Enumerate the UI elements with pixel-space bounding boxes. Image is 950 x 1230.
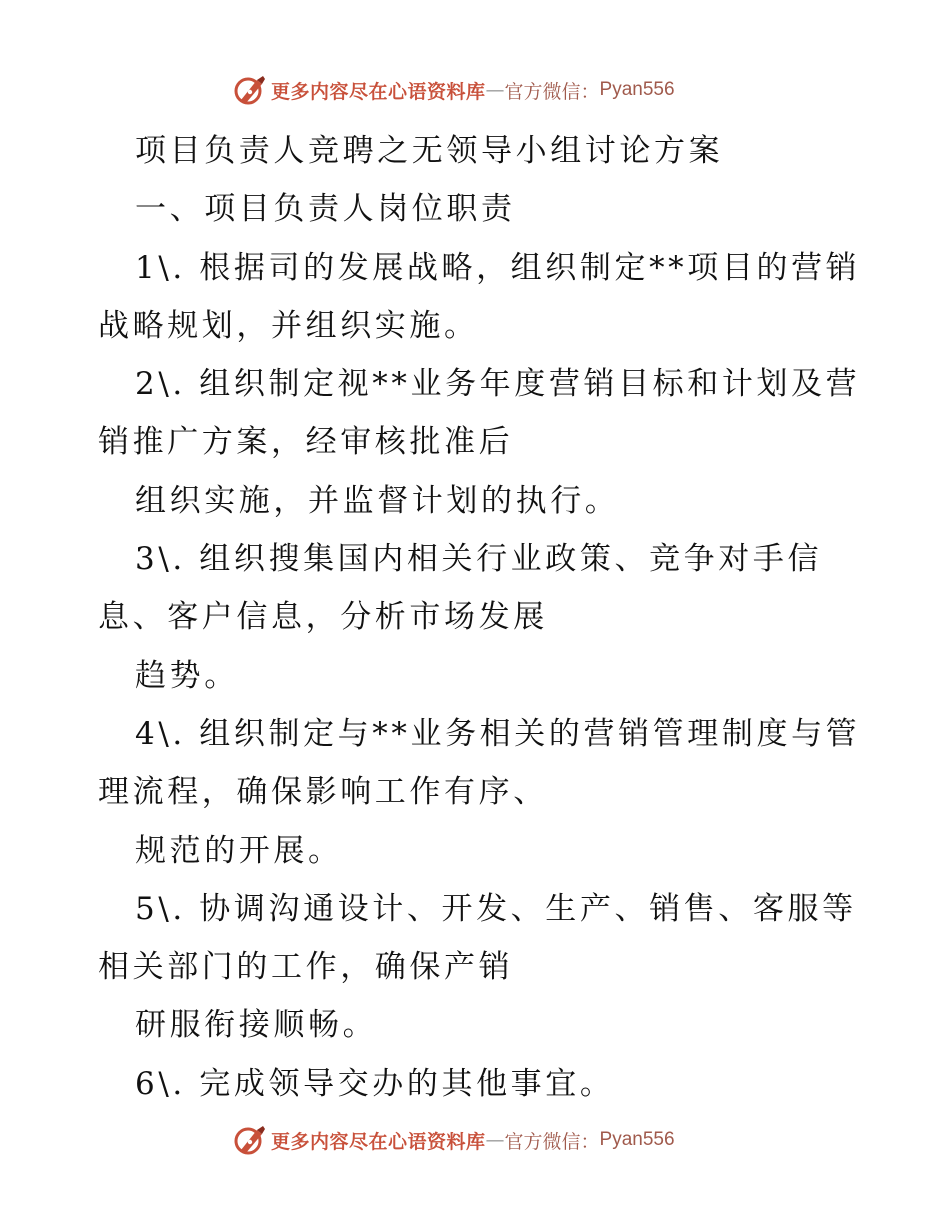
duty-item-1-continued: 战略规划，并组织实施。 [98,307,479,344]
pen-nib-logo-icon [233,1124,267,1156]
duty-item-3-wrapped: 趋势。 [135,657,239,694]
watermark-dash: — [485,79,505,101]
watermark-wechat-id: Pyan556 [599,1129,675,1150]
duty-item-4-continued: 理流程，确保影响工作有序、 [98,774,548,811]
duty-item-3-continued: 息、客户信息，分析市场发展 [98,599,548,636]
watermark-text: 更多内容尽在心语资料库 [271,1130,486,1153]
document-body [98,122,861,1113]
duty-item-5-wrapped: 研服衔接顺畅。 [135,1007,378,1044]
watermark-official-label: 官方微信： [504,1130,600,1153]
duty-item-1: 1\. 根据司的发展战略，组织制定**项目的营销 [135,249,861,286]
duty-item-3: 3\. 组织搜集国内相关行业政策、竞争对手信 [135,541,823,578]
document-title: 项目负责人竞聘之无领导小组讨论方案 [135,133,724,169]
duty-item-2-continued: 销推广方案，经审核批准后 [98,424,514,461]
duty-item-2-wrapped: 组织实施，并监督计划的执行。 [135,482,620,519]
watermark-header [233,74,675,106]
watermark-official-label: 官方微信： [504,80,600,103]
duty-item-5-continued: 相关部门的工作，确保产销 [98,949,514,986]
watermark-footer [233,1124,675,1156]
pen-nib-logo-icon [233,74,267,106]
watermark-text: 更多内容尽在心语资料库 [271,80,486,103]
watermark-dash: — [485,1129,505,1151]
duty-item-6: 6\. 完成领导交办的其他事宜。 [135,1065,615,1102]
duty-item-4-wrapped: 规范的开展。 [135,832,343,869]
duty-item-5: 5\. 协调沟通设计、开发、生产、销售、客服等 [135,890,857,927]
section-heading: 一、项目负责人岗位职责 [135,191,516,228]
duty-item-2: 2\. 组织制定视**业务年度营销目标和计划及营 [135,366,861,403]
watermark-wechat-id: Pyan556 [599,79,675,100]
duty-item-4: 4\. 组织制定与**业务相关的营销管理制度与管 [135,715,861,752]
